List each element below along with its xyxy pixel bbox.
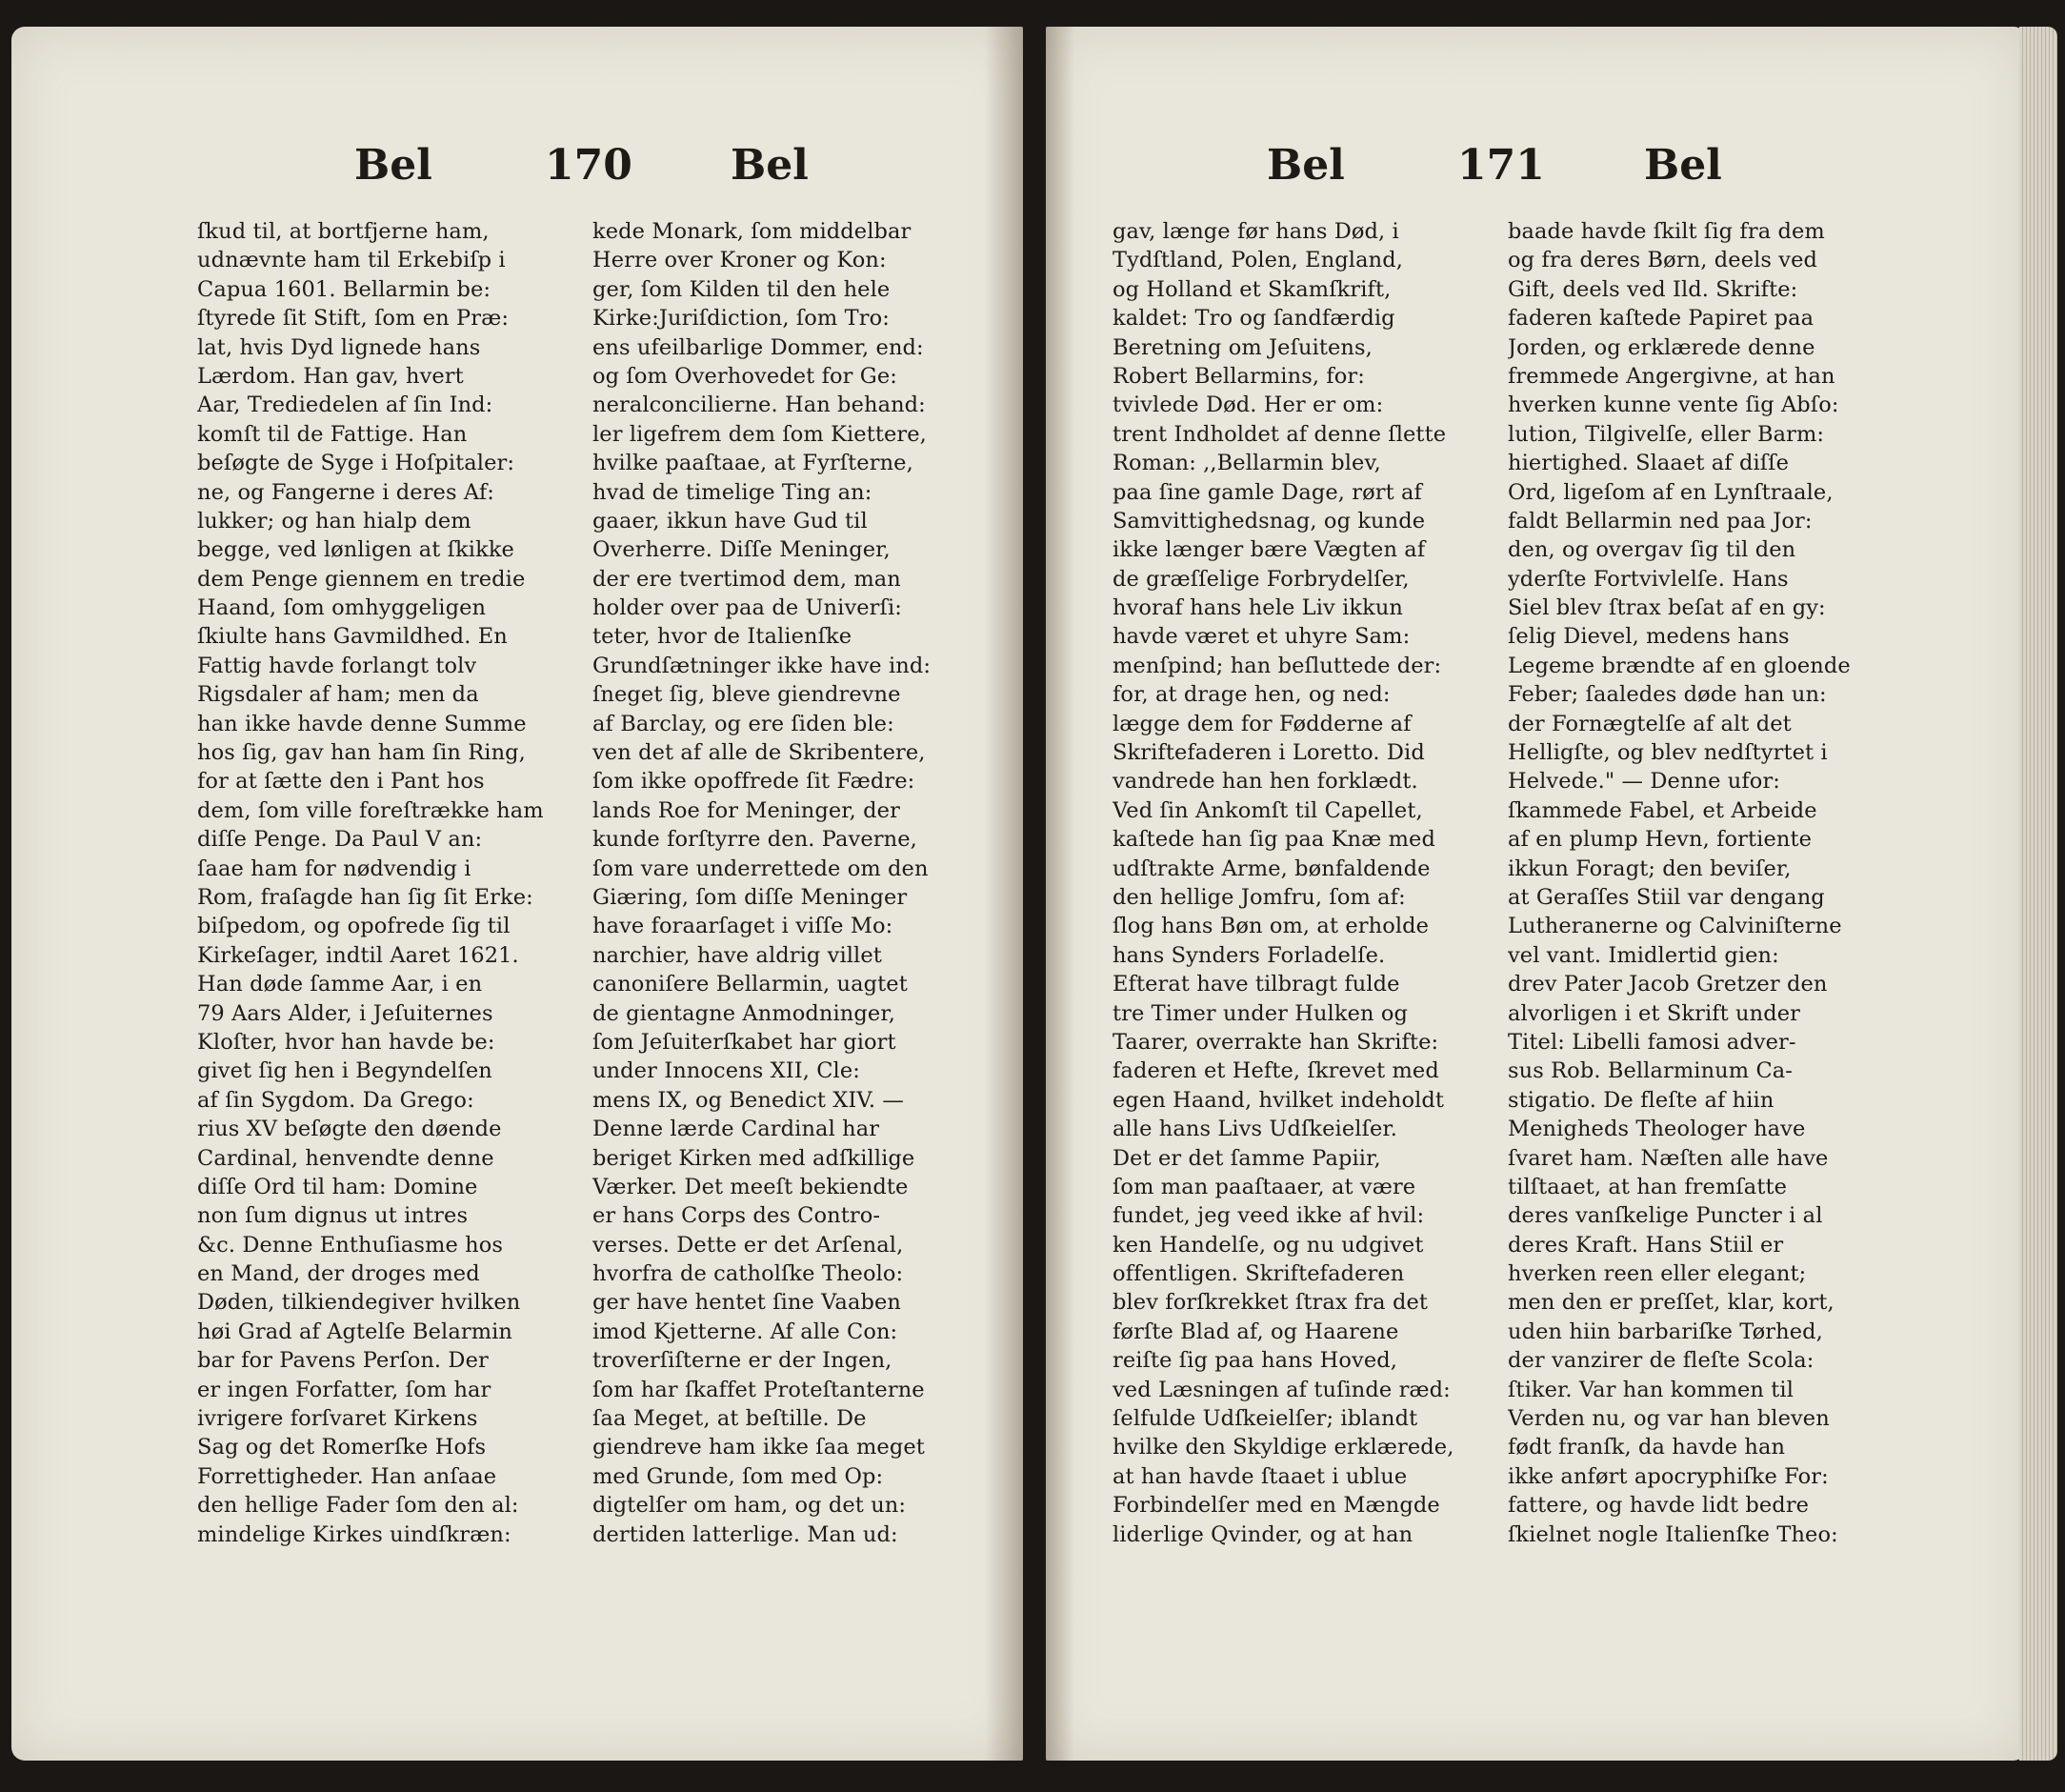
page-number: 170	[545, 141, 632, 190]
text-line: ens ufeilbarlige Dommer, end:	[592, 334, 924, 360]
text-line: ſvaret ham. Næſten alle have	[1508, 1145, 1829, 1171]
text-line: imod Kjetterne. Af alle Con:	[592, 1319, 898, 1344]
text-line: Forrettigheder. Han anſaae	[197, 1463, 497, 1489]
text-line: lægge dem for Fødderne af	[1113, 711, 1412, 736]
text-line: offentligen. Skriftefaderen	[1113, 1261, 1405, 1287]
text-line: Denne lærde Cardinal har	[592, 1117, 880, 1142]
text-line: gaaer, ikkun have Gud til	[592, 508, 868, 534]
text-line: Aar, Trediedelen af ſin Ind:	[197, 393, 493, 418]
text-line: baade havde ſkilt ſig fra dem	[1508, 219, 1825, 244]
text-line: Lærdom. Han gav, hvert	[197, 363, 464, 389]
text-line: Taarer, overrakte han Skrifte:	[1113, 1029, 1439, 1055]
text-line: hvad de timelige Ting an:	[592, 479, 872, 505]
text-line: og ſom Overhovedet for Ge:	[592, 363, 897, 389]
text-line: dem, ſom ville foreſtrække ham	[197, 797, 544, 823]
text-line: 79 Aars Alder, i Jeſuiternes	[197, 1000, 493, 1026]
text-line: de græſſelige Forbrydelſer,	[1113, 566, 1410, 592]
text-line: høi Grad af Agtelſe Belarmin	[197, 1319, 513, 1344]
text-line: begge, ved lønligen at ſkikke	[197, 537, 514, 563]
text-line: ſelig Dievel, medens hans	[1508, 624, 1790, 650]
text-line: blev forſkrekket ſtrax fra det	[1113, 1290, 1429, 1316]
text-line: førſte Blad af, og Haarene	[1113, 1319, 1399, 1344]
right-page	[1046, 27, 2027, 1761]
text-line: for, at drage hen, og ned:	[1113, 682, 1391, 708]
text-line: Beretning om Jeſuitens,	[1113, 334, 1373, 360]
text-line: menſpind; han beſluttede der:	[1113, 653, 1442, 678]
text-column-right	[592, 217, 973, 1549]
text-line: &c. Denne Enthuſiasme hos	[197, 1232, 504, 1258]
text-line: Gift, deels ved Ild. Skrifte:	[1508, 276, 1798, 302]
text-line: faderen kaſtede Papiret paa	[1508, 306, 1814, 332]
text-line: teter, hvor de Italienſke	[592, 624, 852, 650]
text-line: Efterat have tilbragt fulde	[1113, 972, 1400, 997]
text-line: sus Rob. Bellarminum Ca-	[1508, 1058, 1793, 1084]
text-line: født franſk, da havde han	[1508, 1435, 1786, 1460]
text-line: en Mand, der droges med	[197, 1261, 480, 1287]
text-line: kaldet: Tro og ſandfærdig	[1113, 306, 1395, 332]
text-line: der ere tvertimod dem, man	[592, 566, 901, 592]
text-line: Herre over Kroner og Kon:	[592, 248, 887, 273]
text-line: ſkielnet nogle Italienſke Theo:	[1508, 1521, 1838, 1547]
text-line: biſpedom, og opofrede ſig til	[197, 914, 511, 939]
text-line: diſſe Ord til ham: Domine	[197, 1174, 478, 1199]
text-line: under Innocens XII, Cle:	[592, 1058, 860, 1084]
gutter-shadow	[985, 27, 1023, 1761]
text-line: Overherre. Diſſe Meninger,	[592, 537, 891, 563]
text-line: ſom ikke opoffrede ſit Fædre:	[592, 769, 915, 795]
text-line: ikkun Foragt; den beviſer,	[1508, 856, 1792, 881]
text-line: Det er det ſamme Papiir,	[1113, 1145, 1381, 1171]
text-line: faderen et Hefte, ſkrevet med	[1113, 1058, 1439, 1084]
text-line: dertiden latterlige. Man ud:	[592, 1521, 898, 1547]
text-line: faldt Bellarmin ned paa Jor:	[1508, 508, 1813, 534]
text-line: er ingen Forfatter, ſom har	[197, 1377, 491, 1402]
text-line: de gientagne Anmodninger,	[592, 1000, 895, 1026]
text-line: ſlog hans Bøn om, at erholde	[1113, 914, 1430, 939]
header-left-word: Bel	[1267, 141, 1345, 190]
text-line: Siel blev ſtrax beſat af en gy:	[1508, 595, 1826, 621]
text-line: lat, hvis Dyd lignede hans	[197, 334, 481, 360]
text-line: Helvede." — Denne ufor:	[1508, 769, 1780, 795]
text-line: vandrede han hen forklædt.	[1113, 769, 1418, 795]
text-line: have foraarſaget i viſſe Mo:	[592, 914, 893, 939]
text-line: yderſte Fortvivlelſe. Hans	[1508, 566, 1789, 592]
text-line: egen Haand, hvilket indeholdt	[1113, 1087, 1445, 1113]
text-line: ſtyrede ſit Stift, ſom en Præ:	[197, 306, 510, 332]
header-right-word: Bel	[731, 141, 809, 190]
text-line: Sag og det Romerſke Hofs	[197, 1435, 487, 1460]
text-line: ſom Jeſuiterſkabet har giort	[592, 1029, 896, 1055]
text-line: drev Pater Jacob Gretzer den	[1508, 972, 1828, 997]
text-line: ven det af alle de Skribentere,	[592, 740, 926, 766]
text-line: hvoraf hans hele Liv ikkun	[1113, 595, 1404, 621]
text-line: udnævnte ham til Erkebiſp i	[197, 248, 506, 273]
text-line: dem Penge giennem en tredie	[197, 566, 526, 592]
page-header	[1046, 120, 2027, 196]
text-line: Helligſte, og blev nedſtyrtet i	[1508, 740, 1828, 766]
text-line: der Fornægtelſe af alt det	[1508, 711, 1792, 736]
page-edges	[2019, 27, 2057, 1761]
text-line: narchier, have aldrig villet	[592, 942, 882, 968]
text-line: er hans Corps des Contro-	[592, 1203, 881, 1229]
text-line: ken Handelſe, og nu udgivet	[1113, 1232, 1424, 1258]
text-line: komſt til de Fattige. Han	[197, 421, 468, 447]
text-line: ſom man paaſtaaer, at være	[1113, 1174, 1416, 1199]
text-line: ſtiker. Var han kommen til	[1508, 1377, 1794, 1402]
text-line: ſkammede Fabel, et Arbeide	[1508, 797, 1817, 823]
text-line: non ſum dignus ut intres	[197, 1203, 469, 1229]
text-line: af Barclay, og ere ſiden ble:	[592, 711, 894, 736]
text-column-right	[1508, 217, 1884, 1549]
text-line: der vanzirer de fleſte Scola:	[1508, 1348, 1814, 1374]
text-line: tvivlede Død. Her er om:	[1113, 393, 1384, 418]
header-left-word: Bel	[354, 141, 432, 190]
text-line: hiertighed. Slaaet af diſſe	[1508, 451, 1790, 476]
text-line: stigatio. De fleſte af hiin	[1508, 1087, 1774, 1113]
text-line: Menigheds Theologer have	[1508, 1117, 1806, 1142]
text-line: ſaae ham for nødvendig i	[197, 856, 471, 881]
text-line: diſſe Penge. Da Paul V an:	[197, 827, 483, 853]
text-line: hverken kunne vente ſig Abſo:	[1508, 393, 1839, 418]
text-line: ſom vare underrettede om den	[592, 856, 929, 881]
text-line: giendreve ham ikke ſaa meget	[592, 1435, 925, 1460]
text-line: Han døde ſamme Aar, i en	[197, 972, 483, 997]
text-line: tilſtaaet, at han fremſatte	[1508, 1174, 1788, 1199]
text-line: Kirke:Juriſdiction, ſom Tro:	[592, 306, 890, 332]
text-line: fremmede Angergivne, at han	[1508, 363, 1835, 389]
gutter-shadow	[1046, 27, 1074, 1761]
text-line: Døden, tilkiendegiver hvilken	[197, 1290, 521, 1316]
text-line: at han havde ſtaaet i ublue	[1113, 1463, 1408, 1489]
text-line: alvorligen i et Skrift under	[1508, 1000, 1801, 1026]
text-line: Fattig havde forlangt tolv	[197, 653, 477, 678]
text-line: mens IX, og Benedict XIV. —	[592, 1087, 904, 1113]
text-line: ikke længer bære Vægten af	[1113, 537, 1426, 563]
text-line: den hellige Jomfru, ſom af:	[1113, 884, 1406, 910]
text-line: lukker; og han hialp dem	[197, 508, 471, 534]
text-line: ger have hentet ſine Vaaben	[592, 1290, 901, 1316]
text-line: Grundſætninger ikke have ind:	[592, 653, 932, 678]
text-line: ſkiulte hans Gavmildhed. En	[197, 624, 508, 650]
text-line: alle hans Livs Udſkeielſer.	[1113, 1117, 1398, 1142]
text-line: canoniſere Bellarmin, uagtet	[592, 972, 908, 997]
text-line: ſkud til, at bortfjerne ham,	[197, 219, 490, 244]
text-line: lution, Tilgivelſe, eller Barm:	[1508, 421, 1825, 447]
text-line: Rigsdaler af ham; men da	[197, 682, 479, 708]
text-line: Ord, ligeſom af en Lynſtraale,	[1508, 479, 1834, 505]
text-line: hverken reen eller elegant;	[1508, 1261, 1807, 1287]
text-line: udſtrakte Arme, bønfaldende	[1113, 856, 1431, 881]
text-line: kunde forſtyrre den. Paverne,	[592, 827, 917, 853]
text-line: at Geraſſes Stiil var dengang	[1508, 884, 1825, 910]
text-line: kaſtede han ſig paa Knæ med	[1113, 827, 1435, 853]
text-line: Forbindelſer med en Mængde	[1113, 1493, 1440, 1519]
text-line: troverſiſterne er der Ingen,	[592, 1348, 892, 1374]
header-right-word: Bel	[1644, 141, 1722, 190]
text-line: Feber; ſaaledes døde han un:	[1508, 682, 1827, 708]
text-line: ſelfulde Udſkeielſer; iblandt	[1113, 1406, 1418, 1432]
text-line: Kloſter, hvor han havde be:	[197, 1029, 495, 1055]
text-line: Jorden, og erklærede denne	[1508, 334, 1815, 360]
text-line: hans Synders Forladelſe.	[1113, 942, 1386, 968]
text-column-left	[197, 217, 578, 1549]
text-line: af en plump Hevn, fortiente	[1508, 827, 1813, 853]
text-line: Cardinal, henvendte denne	[197, 1145, 494, 1171]
text-line: verses. Dette er det Arſenal,	[592, 1232, 904, 1258]
text-line: for at ſætte den i Pant hos	[197, 769, 485, 795]
text-line: neralconcilierne. Han behand:	[592, 393, 926, 418]
text-line: Værker. Det meeſt bekiendte	[592, 1174, 909, 1199]
text-line: beriget Kirken med adſkillige	[592, 1145, 915, 1171]
text-line: kede Monark, ſom middelbar	[592, 219, 912, 244]
text-line: givet ſig hen i Begyndelſen	[197, 1058, 492, 1084]
text-line: Tydſtland, Polen, England,	[1113, 248, 1403, 273]
text-line: trent Indholdet af denne ſlette	[1113, 421, 1447, 447]
text-line: ger, ſom Kilden til den hele	[592, 276, 891, 302]
text-line: paa ſine gamle Dage, rørt af	[1113, 479, 1422, 505]
text-line: hvilke paaſtaae, at Fyrſterne,	[592, 451, 913, 476]
text-line: den, og overgav ſig til den	[1508, 537, 1796, 563]
text-line: ſaa Meget, at beſtille. De	[592, 1406, 867, 1432]
page-header	[11, 120, 1023, 196]
text-line: fundet, jeg veed ikke af hvil:	[1113, 1203, 1425, 1229]
text-line: fattere, og havde lidt bedre	[1508, 1493, 1810, 1519]
text-line: den hellige Fader ſom den al:	[197, 1493, 519, 1519]
text-line: Legeme brændte af en gloende	[1508, 653, 1851, 678]
text-line: han ikke havde denne Summe	[197, 711, 527, 736]
text-line: Haand, ſom omhyggeligen	[197, 595, 487, 621]
text-line: ne, og Fangerne i deres Af:	[197, 479, 494, 505]
text-line: Verden nu, og var han bleven	[1508, 1406, 1830, 1432]
text-line: men den er preſſet, klar, kort,	[1508, 1290, 1834, 1316]
text-line: rius XV beſøgte den døende	[197, 1117, 502, 1142]
text-line: ivrigere forſvaret Kirkens	[197, 1406, 478, 1432]
text-line: hvorfra de catholſke Theolo:	[592, 1261, 904, 1287]
text-line: med Grunde, ſom med Op:	[592, 1463, 884, 1489]
text-line: ſom har ſkaffet Proteſtanterne	[592, 1377, 925, 1402]
text-line: ikke anført apocryphiſke For:	[1508, 1463, 1829, 1489]
text-line: ved Læsningen af tuſinde ræd:	[1113, 1377, 1451, 1402]
text-line: Skriftefaderen i Loretto. Did	[1113, 740, 1425, 766]
text-line: Robert Bellarmins, for:	[1113, 363, 1365, 389]
text-line: Lutheranerne og Calviniſterne	[1508, 914, 1842, 939]
text-line: ler ligefrem dem ſom Kiettere,	[592, 421, 927, 447]
text-line: Kirkeſager, indtil Aaret 1621.	[197, 942, 519, 968]
text-line: hvilke den Skyldige erklærede,	[1113, 1435, 1454, 1460]
text-line: deres Kraft. Hans Stiil er	[1508, 1232, 1784, 1258]
text-line: tre Timer under Hulken og	[1113, 1000, 1408, 1026]
text-line: Capua 1601. Bellarmin be:	[197, 276, 491, 302]
text-line: bar for Pavens Perſon. Der	[197, 1348, 489, 1374]
text-line: liderlige Qvinder, og at han	[1113, 1521, 1413, 1547]
text-line: havde været et uhyre Sam:	[1113, 624, 1411, 650]
text-line: Titel: Libelli famosi adver-	[1508, 1029, 1796, 1055]
text-line: af ſin Sygdom. Da Grego:	[197, 1087, 474, 1113]
text-line: deres vanſkelige Puncter i al	[1508, 1203, 1823, 1229]
text-line: Samvittighedsnag, og kunde	[1113, 508, 1426, 534]
page-number: 171	[1457, 141, 1545, 190]
text-column-left	[1113, 217, 1494, 1549]
text-line: lands Roe for Meninger, der	[592, 797, 900, 823]
text-line: vel vant. Imidlertid gien:	[1508, 942, 1779, 968]
text-line: uden hiin barbariſke Tørhed,	[1508, 1319, 1823, 1344]
text-line: Rom, fraſagde han ſig ſit Erke:	[197, 884, 533, 910]
text-line: Roman: ,,Bellarmin blev,	[1113, 451, 1381, 476]
text-line: beſøgte de Syge i Hoſpitaler:	[197, 451, 515, 476]
text-line: og Holland et Skamſkrift,	[1113, 276, 1392, 302]
text-line: hos ſig, gav han ham ſin Ring,	[197, 740, 526, 766]
text-line: Ved ſin Ankomſt til Capellet,	[1113, 797, 1423, 823]
text-line: og fra deres Børn, deels ved	[1508, 248, 1818, 273]
text-line: ſneget ſig, bleve giendrevne	[592, 682, 901, 708]
text-line: digtelſer om ham, og det un:	[592, 1493, 907, 1519]
text-line: holder over paa de Univerſi:	[592, 595, 902, 621]
text-line: gav, længe før hans Død, i	[1113, 219, 1399, 244]
text-line: reiſte ſig paa hans Hoved,	[1113, 1348, 1398, 1374]
left-page	[11, 27, 1023, 1761]
text-line: mindelige Kirkes uindſkræn:	[197, 1521, 511, 1547]
text-line: Giæring, ſom diſſe Meninger	[592, 884, 908, 910]
